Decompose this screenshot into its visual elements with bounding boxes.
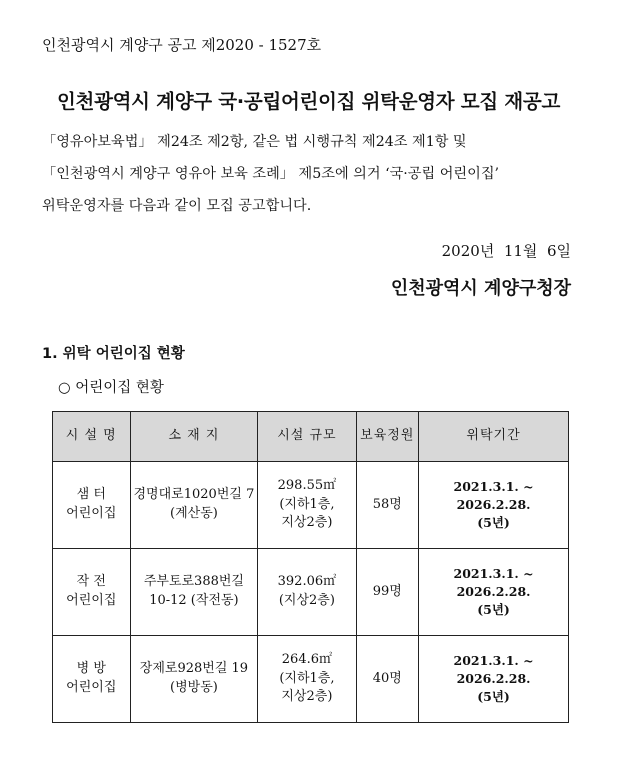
- table-row: [53, 549, 569, 636]
- facility-name-line: 어린이집: [66, 593, 117, 608]
- size-line: 지상2층): [281, 689, 333, 705]
- cell-period: [419, 462, 569, 549]
- header-size: 시설 규모: [258, 412, 356, 462]
- cell-facility-name: [53, 462, 131, 549]
- period-line: (5년): [477, 689, 510, 705]
- address-line: 10-12 (작전동): [149, 593, 239, 608]
- period-line: 2021.3.1. ~ 2026.2.28.: [453, 652, 534, 686]
- table-row: [53, 462, 569, 549]
- size-line: (지하1층,: [279, 496, 335, 512]
- address-line: 주부토로388번길: [143, 574, 244, 590]
- cell-period: [419, 636, 569, 723]
- cell-facility-name: [53, 636, 131, 723]
- notice-number: 인천광역시 계양구 공고 제2020 - 1527호: [42, 36, 322, 54]
- daycare-status-table: [52, 411, 569, 723]
- cell-capacity: 58명: [356, 462, 419, 549]
- table-row: [53, 636, 569, 723]
- cell-facility-name: [53, 549, 131, 636]
- section-title: 1. 위탁 어린이집 현황: [42, 346, 185, 362]
- address-line: 경명대로1020번길 7: [133, 487, 255, 503]
- size-line: 지상2층): [281, 515, 333, 531]
- cell-size: [258, 549, 356, 636]
- address-line: 장제로928번길 19: [139, 661, 249, 677]
- page-title: 인천광역시 계양구 국·공립어린이집 위탁운영자 모집 재공고: [57, 90, 560, 113]
- cell-address: [130, 549, 258, 636]
- body-line: 「인천광역시 계양구 영유아 보육 조례」 제5조에 의거 ‘국·공립 어린이집’: [42, 166, 500, 182]
- body-line: 「영유아보육법」 제24조 제2항, 같은 법 시행규칙 제24조 제1항 및: [42, 134, 467, 150]
- header-facility-name: 시 설 명: [53, 412, 131, 462]
- address-line: (병방동): [170, 680, 218, 695]
- header-address: 소 재 지: [130, 412, 258, 462]
- period-line: (5년): [477, 602, 510, 618]
- issuer-name: 인천광역시 계양구청장: [390, 278, 571, 299]
- body-line: 위탁운영자를 다음과 같이 모집 공고합니다.: [42, 198, 312, 214]
- size-line: 298.55㎡: [277, 477, 337, 493]
- period-line: 2021.3.1. ~ 2026.2.28.: [453, 478, 534, 512]
- facility-name-line: 병 방: [76, 661, 106, 677]
- facility-name-line: 어린이집: [66, 506, 117, 521]
- cell-capacity: 99명: [356, 549, 419, 636]
- address-line: (계산동): [170, 506, 218, 521]
- size-line: (지하1층,: [279, 670, 335, 686]
- size-line: 392.06㎡: [277, 574, 337, 590]
- cell-address: [130, 462, 258, 549]
- facility-name-line: 샘 터: [76, 487, 106, 503]
- facility-name-line: 작 전: [76, 574, 106, 590]
- cell-address: [130, 636, 258, 723]
- cell-size: [258, 462, 356, 549]
- cell-period: [419, 549, 569, 636]
- notice-date: 2020년 11월 6일: [441, 242, 571, 260]
- header-capacity: 보육정원: [356, 412, 419, 462]
- subsection-title: ○ 어린이집 현황: [58, 380, 164, 396]
- cell-capacity: 40명: [356, 636, 419, 723]
- cell-size: [258, 636, 356, 723]
- size-line: (지상2층): [278, 593, 335, 608]
- header-period: 위탁기간: [419, 412, 569, 462]
- size-line: 264.6㎡: [281, 651, 332, 667]
- period-line: 2021.3.1. ~ 2026.2.28.: [453, 565, 534, 599]
- period-line: (5년): [477, 515, 510, 531]
- facility-name-line: 어린이집: [66, 680, 117, 695]
- table-header-row: [53, 412, 569, 462]
